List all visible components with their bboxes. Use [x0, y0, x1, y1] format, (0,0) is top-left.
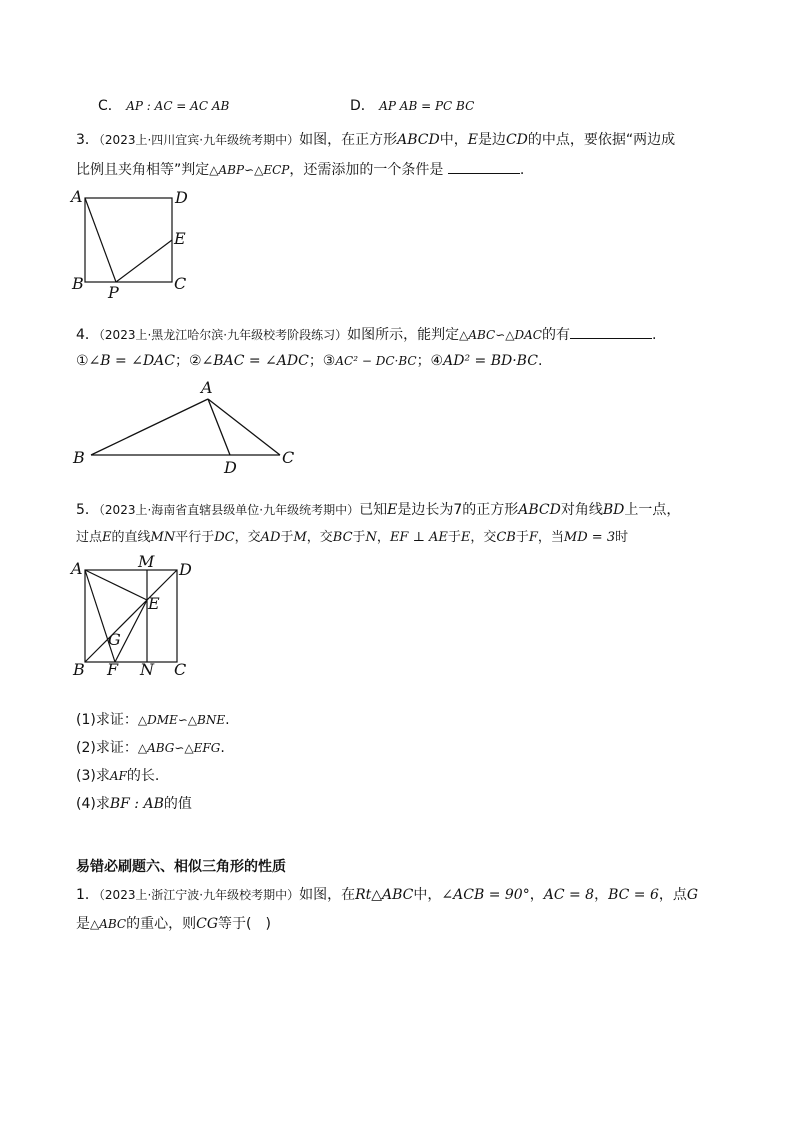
q5-part-3: [76, 766, 159, 786]
q5-part-end: .: [225, 712, 230, 728]
q5-text: 于: [352, 530, 366, 545]
q3-label-p: P: [108, 283, 119, 302]
q3-text: 中，: [439, 132, 468, 148]
q5-ad: AD: [260, 530, 281, 545]
q3-abcd: ABCD: [397, 132, 440, 148]
q3-square: [85, 198, 172, 282]
q1-cg: CG: [196, 916, 219, 932]
q5-part-label: (3)求: [76, 768, 110, 784]
q4-label-b: B: [73, 448, 85, 467]
q1-line2: [76, 914, 271, 934]
q5-mn: MN: [150, 530, 176, 545]
q1-rt: Rt△ABC: [355, 887, 414, 903]
q3-text: 是边: [477, 132, 506, 148]
q4-number: 4．: [76, 327, 99, 343]
q4-text: 的有: [541, 327, 570, 343]
q5-number: 5．: [76, 502, 99, 518]
q4-label-a: A: [201, 378, 213, 397]
q5-part-end: 的长.: [126, 768, 160, 784]
q5-text: 于: [515, 530, 529, 545]
q5-text: 的直线: [111, 530, 151, 545]
q3-text: 的中点，要依据“两边成: [527, 132, 676, 148]
q5-label-d: D: [179, 560, 192, 579]
q1-line1: [76, 885, 698, 905]
q4-end: .: [651, 327, 657, 343]
q5-abcd: ABCD: [518, 502, 561, 518]
q5-line-ae: [85, 570, 147, 600]
q5-part-label: (2)求证：: [76, 740, 138, 756]
q3-label-c: C: [174, 274, 187, 293]
q1-number: 1．: [76, 887, 99, 903]
q1-bc: BC = 6: [608, 887, 659, 903]
q3-label-a: A: [71, 187, 83, 206]
q5-part-end: .: [220, 740, 225, 756]
q1-angle: ∠ACB = 90°: [441, 887, 530, 903]
q5-part-end: 的值: [163, 796, 192, 812]
section-title: 易错必刷题六、相似三角形的性质: [76, 859, 286, 875]
q5-line1: [76, 500, 680, 520]
q5-text: 于: [447, 530, 461, 545]
option-c-label: C．: [98, 98, 122, 114]
q1-ac: AC = 8: [543, 887, 595, 903]
q3-text: 比例且夹角相等”判定: [76, 162, 210, 178]
q5-part-label: (1)求证：: [76, 712, 138, 728]
option-d-expr: AP AB = PC BC: [379, 99, 475, 113]
q5-label-g: G: [108, 630, 121, 649]
q1-text: ，: [594, 887, 609, 903]
q5-e: E: [102, 530, 112, 545]
q5-text: 对角线: [560, 502, 603, 518]
q5-text: 平行于: [175, 530, 215, 545]
q5-cb: CB: [496, 530, 516, 545]
q4-label-c: C: [282, 448, 295, 467]
q5-m: M: [293, 530, 307, 545]
q4-line-ab: [91, 399, 208, 455]
q1-abc: △ABC: [90, 917, 127, 931]
q5-bd: BD: [602, 502, 625, 518]
q5-label-a: A: [71, 559, 83, 578]
q1-text: 如图，在: [299, 887, 356, 903]
q5-part-expr: △ABG∽△EFG: [137, 741, 221, 755]
q5-bc: BC: [332, 530, 353, 545]
q4-sep: ；④: [416, 353, 444, 369]
q1-text: 等于( ): [218, 916, 271, 932]
q4-expr: △ABC∽△DAC: [459, 328, 542, 342]
q5-text: ，交: [470, 530, 497, 545]
q5-part-1: [76, 710, 230, 730]
q5-label-f: F: [107, 660, 119, 679]
q5-md: MD = 3: [563, 530, 616, 545]
q5-line2: [76, 528, 628, 548]
q3-expr: △ABP∽△ECP: [209, 163, 290, 177]
q5-part-expr: AF: [109, 769, 127, 783]
q4-label-d: D: [224, 458, 237, 477]
q3-line-pe: [116, 240, 172, 282]
q1-text: 是: [76, 916, 90, 932]
q5-text: 于: [280, 530, 294, 545]
option-c-expr: AP : AC = AC AB: [126, 99, 230, 113]
q5-part-4: [76, 794, 192, 814]
q5-part-expr: BF : AB: [109, 796, 164, 812]
q3-cd: CD: [505, 132, 528, 148]
q4-cond-3: AC² − DC·BC: [335, 354, 417, 368]
q3-text: ，还需添加的一个条件是: [289, 162, 444, 178]
q5-part-expr: △DME∽△BNE: [137, 713, 226, 727]
q4-cond-1: ∠B = ∠DAC: [88, 353, 175, 369]
q4-sep: ；③: [308, 353, 336, 369]
q1-text: ，: [529, 887, 544, 903]
q1-text: 中，: [413, 887, 442, 903]
q5-label-b: B: [73, 660, 85, 679]
q5-line-bd: [85, 570, 177, 662]
q3-end: .: [519, 162, 525, 178]
q5-part-2: [76, 738, 225, 758]
q3-number: 3．: [76, 132, 99, 148]
q4-answer-blank[interactable]: [570, 324, 652, 339]
q5-text: 上一点，: [624, 502, 681, 518]
q5-e: E: [387, 502, 398, 518]
q5-perp: EF ⊥ AE: [389, 530, 448, 545]
q4-text: 如图所示，能判定: [347, 327, 460, 343]
q5-label-e: E: [148, 594, 160, 613]
q3-text: 如图，在正方形: [299, 132, 398, 148]
q5-text: ，交: [306, 530, 333, 545]
q5-text: ，: [376, 530, 390, 545]
q1-text: 的重心，则: [126, 916, 197, 932]
q3-line-ap: [85, 198, 116, 282]
q5-text: 时: [615, 530, 629, 545]
q5-e: E: [460, 530, 471, 545]
q1-source: （2023上·浙江宁波·九年级校考期中）: [98, 888, 300, 902]
q5-f: F: [528, 530, 538, 545]
q3-label-e: E: [174, 229, 186, 248]
q4-sep: ；②: [175, 353, 202, 369]
q5-source: （2023上·海南省直辖县级单位·九年级统考期中）: [98, 503, 360, 517]
q3-source: （2023上·四川宜宾·九年级统考期中）: [98, 133, 300, 147]
q5-n: N: [365, 530, 377, 545]
q5-text: 已知: [359, 502, 388, 518]
q5-text: ，交: [234, 530, 261, 545]
q3-label-b: B: [72, 274, 84, 293]
q4-end: .: [537, 353, 543, 369]
q5-label-n: N: [140, 660, 154, 679]
q1-text: ，点: [658, 887, 687, 903]
q4-source: （2023上·黑龙江哈尔滨·九年级校考阶段练习）: [98, 328, 348, 342]
q4-cond-2: ∠BAC = ∠ADC: [201, 353, 309, 369]
q5-dc: DC: [214, 530, 235, 545]
q5-text: 过点: [76, 530, 103, 545]
q5-label-m: M: [138, 552, 155, 571]
q5-label-c: C: [174, 660, 187, 679]
q3-e: E: [467, 132, 478, 148]
q5-text: 是边长为7的正方形: [397, 502, 519, 518]
option-d-label: D．: [350, 98, 375, 114]
q5-part-label: (4)求: [76, 796, 110, 812]
q3-label-d: D: [175, 188, 188, 207]
q4-line1: [76, 324, 656, 345]
q5-text: ，当: [537, 530, 564, 545]
q4-line2: [76, 351, 542, 371]
q4-cond-4: AD² = BD·BC: [443, 353, 538, 369]
q4-circle-1: ①: [76, 353, 89, 369]
q1-g: G: [686, 887, 699, 903]
